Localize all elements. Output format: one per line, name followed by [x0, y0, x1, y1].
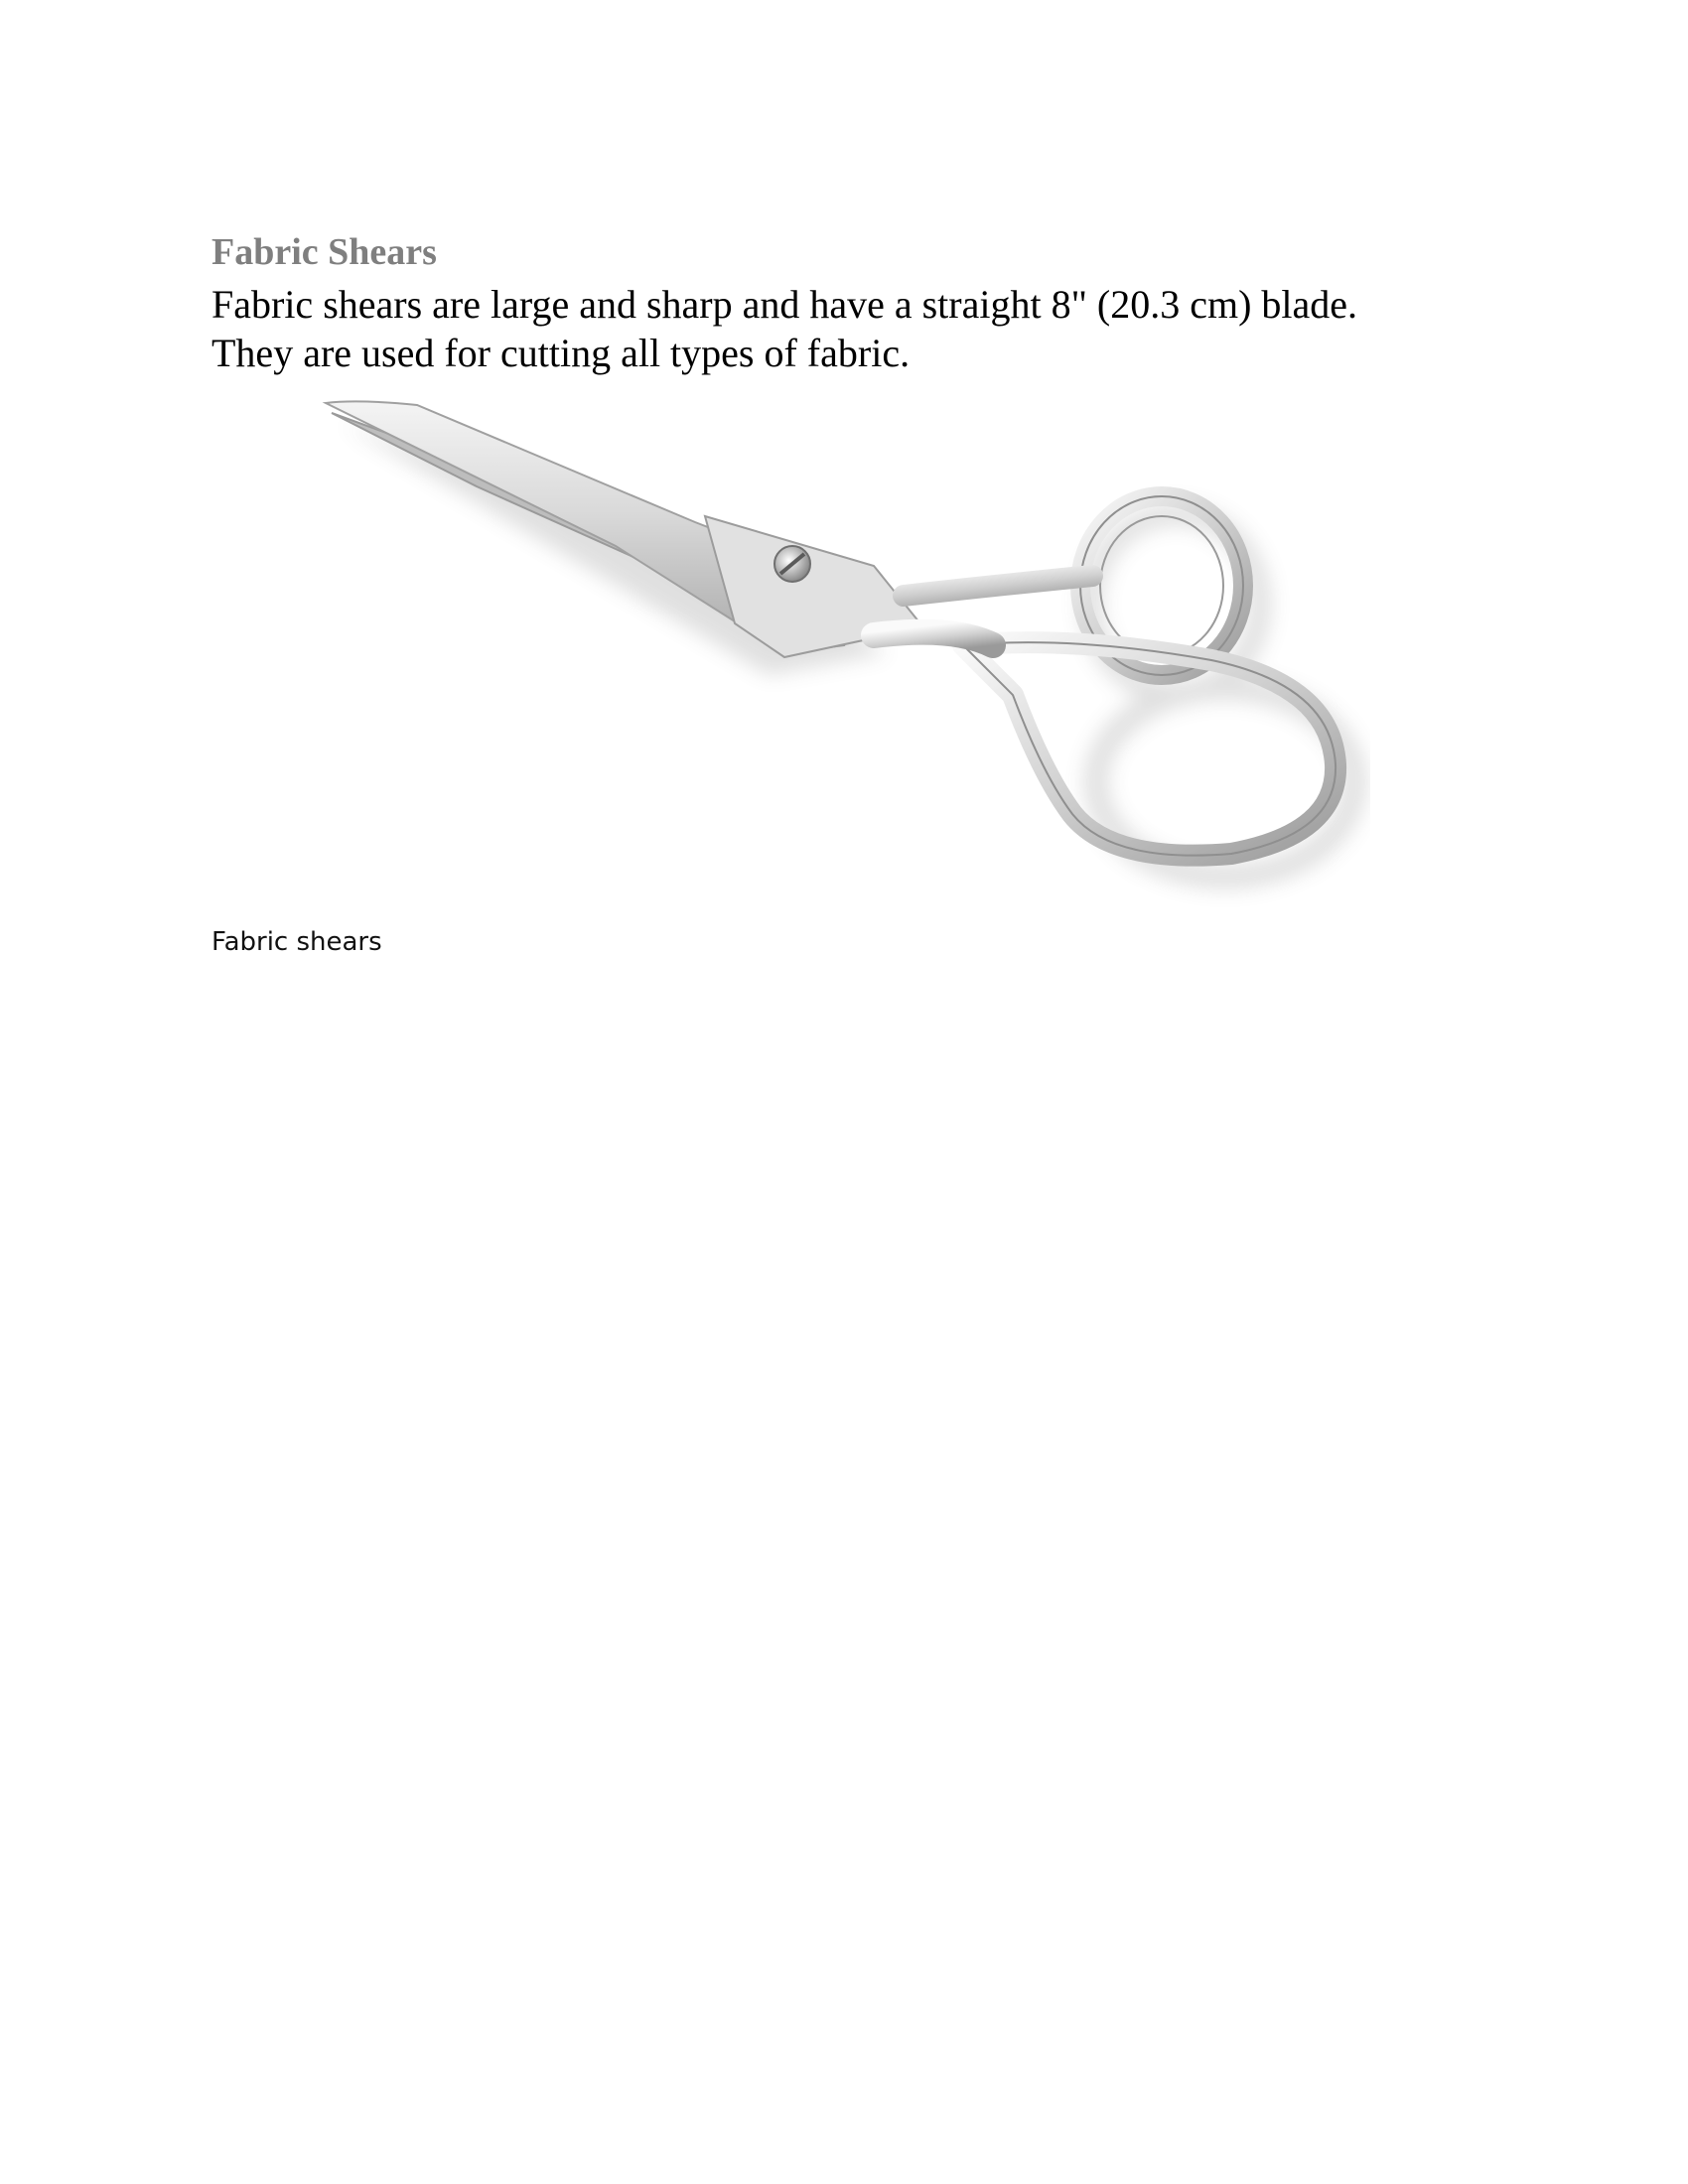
figure-caption: Fabric shears: [211, 927, 382, 957]
section-paragraph: [211, 280, 1502, 377]
paragraph-line-2: They are used for cutting all types of fabric.: [211, 331, 911, 375]
fabric-shears-image: [318, 397, 1370, 913]
scissors-icon: [318, 397, 1370, 913]
section-heading: Fabric Shears: [211, 231, 437, 273]
paragraph-line-1: Fabric shears are large and sharp and have a straight 8" (20.3 cm) blade.: [211, 282, 1358, 327]
